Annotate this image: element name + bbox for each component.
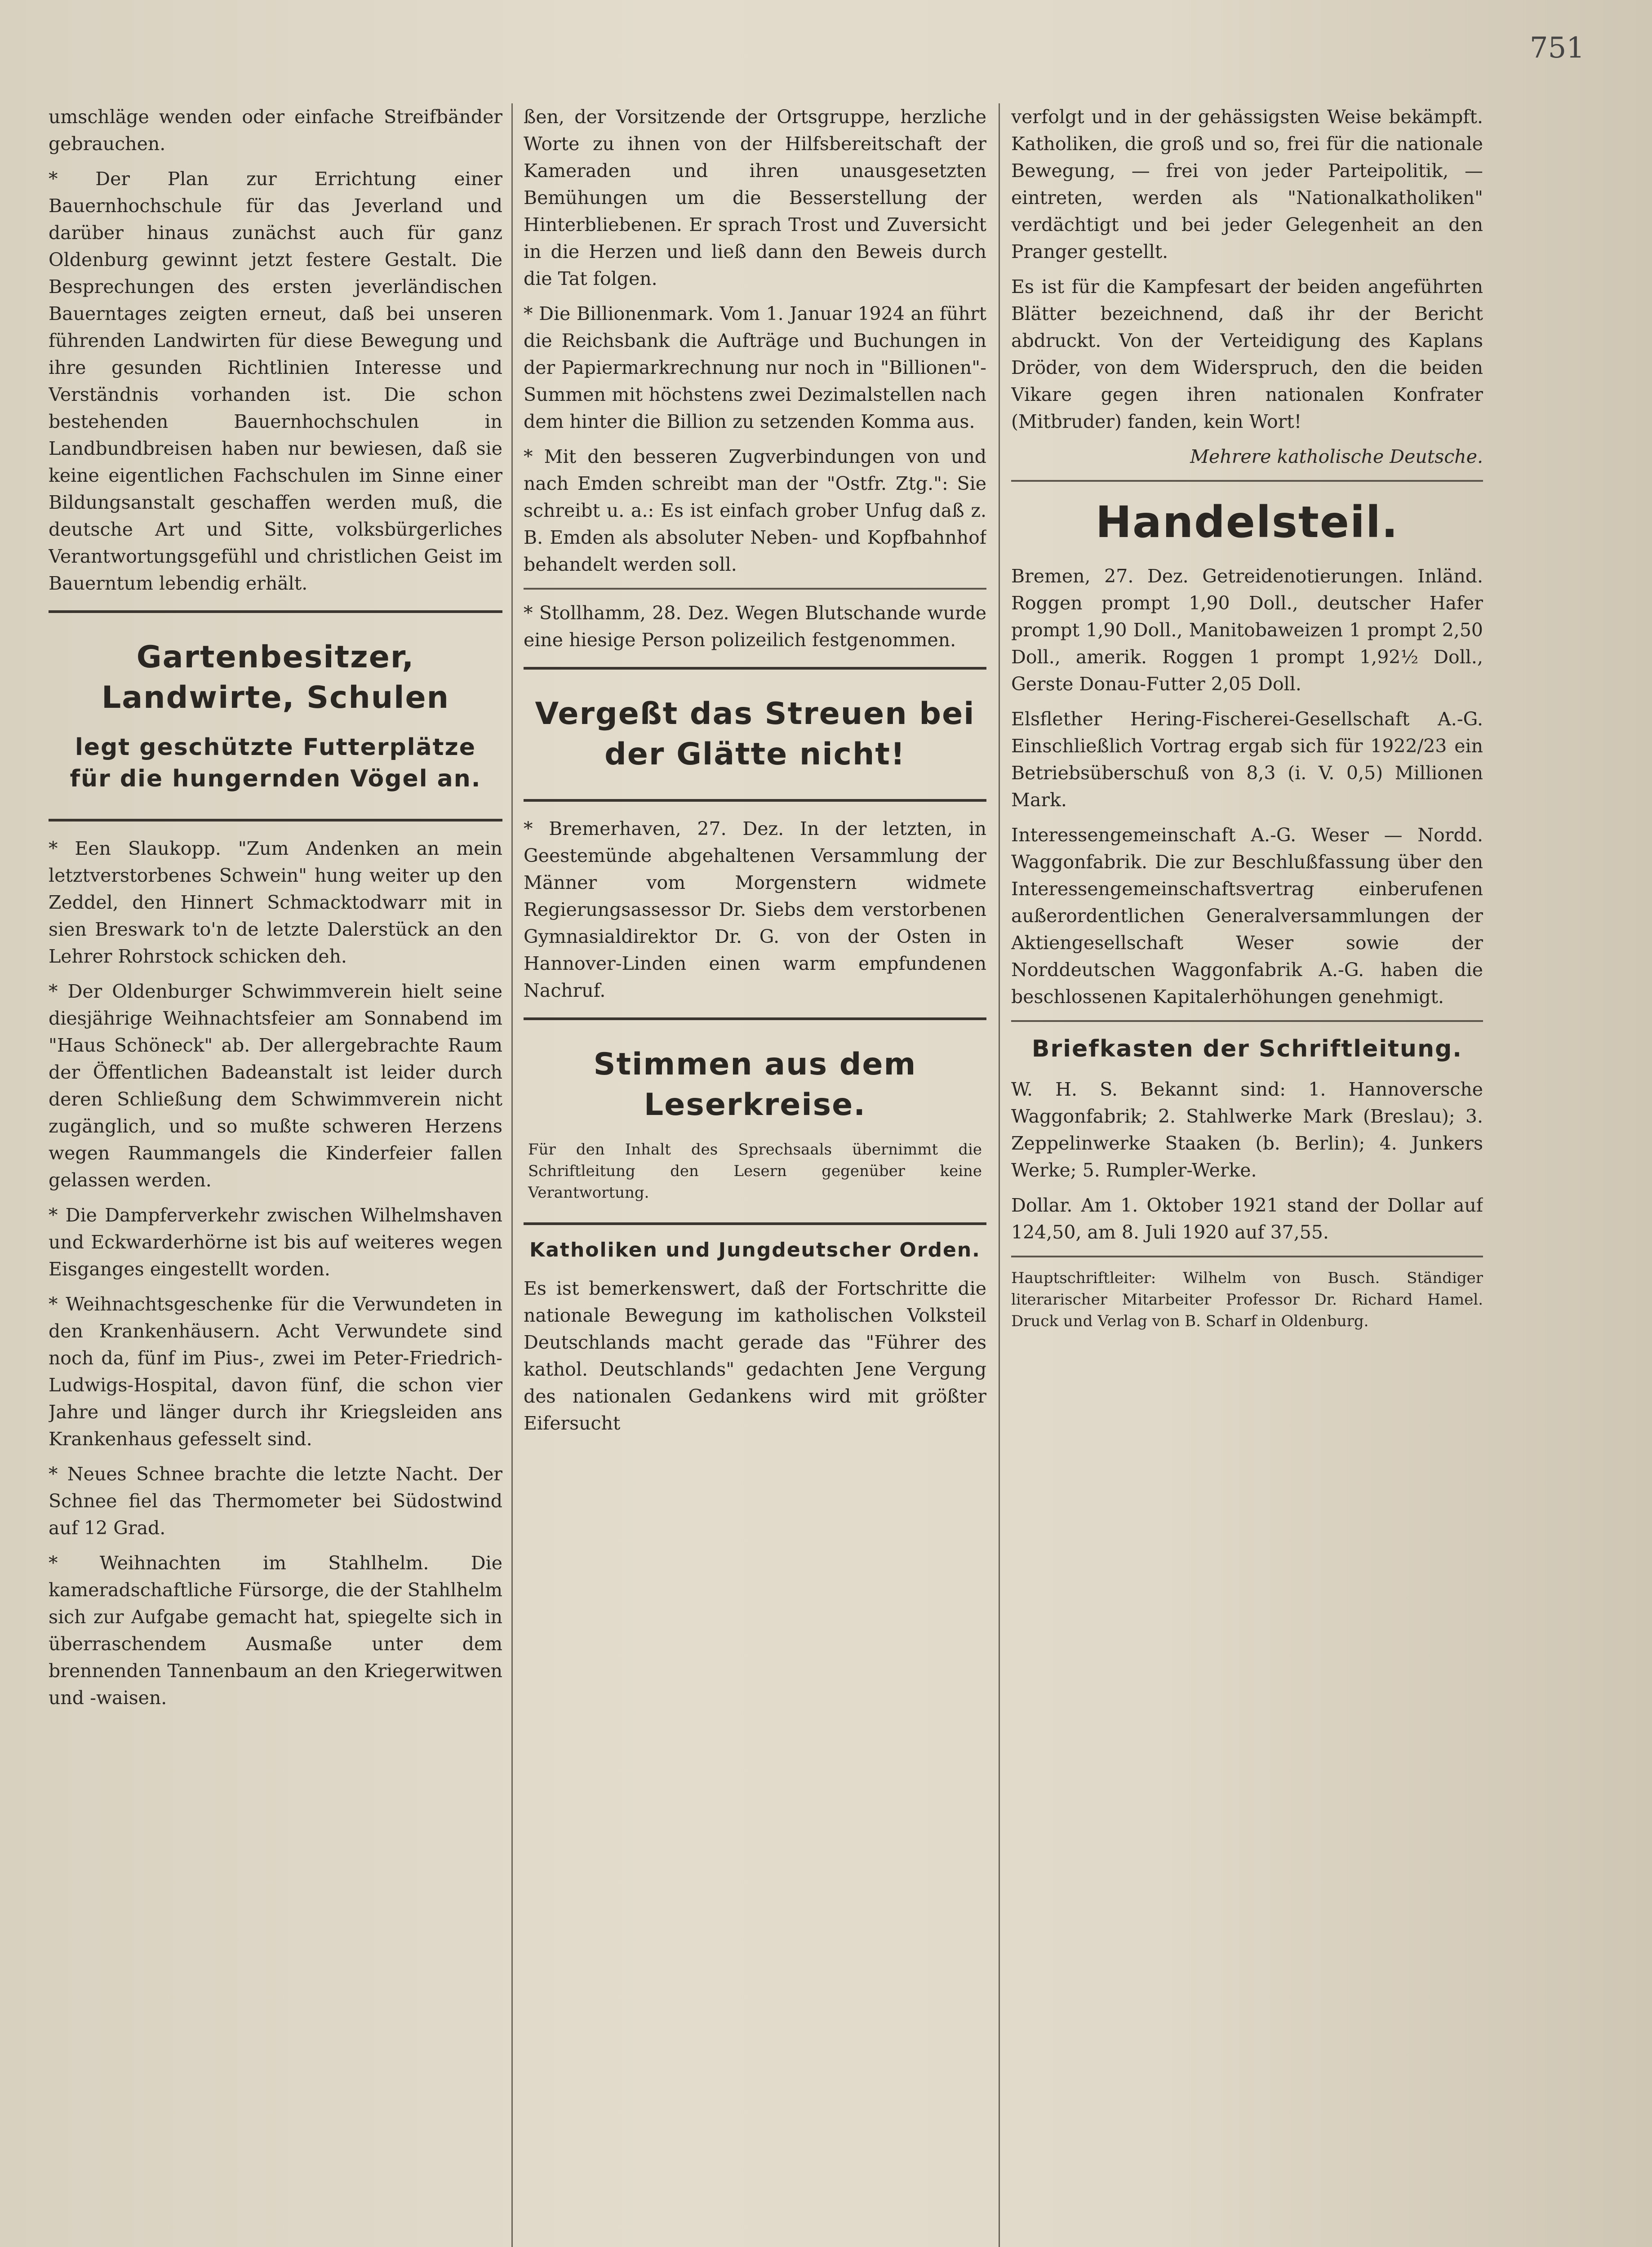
column-rule [511, 103, 513, 2247]
section-heading: Briefkasten der Schriftleitung. [1031, 1035, 1463, 1062]
article-heading: Katholiken und Jungdeutscher Orden. [529, 1239, 981, 1261]
article-text: * Die Dampferverkehr zwischen Wilhelmshaven und Eckwarderhörne ist bis auf weiteres wegen Eisganges eingestellt worden. [49, 1204, 502, 1280]
article-text: * Een Slaukopp. "Zum Andenken an mein letztverstorbenes Schwein" hung weiter up den Zeddel, den Hinnert Schmacktodwarr mit in sien Breswark to'n de letzte Dalerstück an den Lehrer Rohrstock schicken deh. [49, 838, 502, 967]
divider [1011, 1020, 1483, 1022]
page-number: 751 [1529, 31, 1585, 65]
article-text: * Bremerhaven, 27. Dez. In der letzten, in Geestemünde abgehaltenen Versammlung der Männer vom Morgenstern widmete Regierungsassessor Dr. Siebs dem verstorbenen Gymnasialdirektor Dr. G. von der Osten in Hannover-Linden einen warm empfundenen Nachruf. [524, 818, 986, 1001]
notice-heading: Vergeßt das Streuen bei der Glätte nicht! [535, 696, 975, 772]
disclaimer: Für den Inhalt des Sprechsaals übernimmt die Schriftleitung den Lesern gegenüber keine Verantwortung. [528, 1141, 982, 1202]
article-text: verfolgt und in der gehässigsten Weise bekämpft. Katholiken, die groß und so, frei für die nationale Bewegung, — frei von jeder Parteipolitik, — eintreten, werden als "Nationalkatholiken" verdächtigt und bei jeder Gelegenheit an den Pranger gestellt. [1011, 106, 1483, 262]
column-1 [49, 103, 502, 1719]
article-text: * Der Plan zur Errichtung einer Bauernhochschule für das Jeverland und darüber hinaus zunächst auch für ganz Oldenburg gewinnt jetzt festere Gestalt. Die Besprechungen des ersten jeverländischen Bauerntages zeigten erneut, daß bei unseren führenden Landwirten für diese Bewegung und ihre gesunden Richtlinien Interesse und Verständnis vorhanden ist. Die schon bestehenden Bauernhochschulen in Landbundbreisen haben nur bewiesen, daß sie keine eigentlichen Fachschulen im Sinne einer Bildungsanstalt geschaffen werden muß, die deutsche Art und Sitte, volksbürgerliches Verantwortungsgefühl und christlichen Geist im Bauerntum lebendig erhält. [49, 168, 502, 594]
article-text: Elsflether Hering-Fischerei-Gesellschaft A.-G. Einschließlich Vortrag ergab sich für 1922/23 ein Betriebsüberschuß von 8,3 (i. V. 0,5) Millionen Mark. [1011, 708, 1483, 811]
article-text: * Weihnachtsgeschenke für die Verwundeten in den Krankenhäusern. Acht Verwundete sind noch da, fünf im Pius-, zwei im Peter-Friedrich-Ludwigs-Hospital, davon fünf, die schon vier Jahre und länger durch ihr Kriegsleiden ans Krankenhaus gefesselt sind. [49, 1293, 502, 1450]
article-text: Interessengemeinschaft A.-G. Weser — Nordd. Waggonfabrik. Die zur Beschlußfassung über den Interessengemeinschaftsvertrag einberufenen außerordentlichen Generalversammlungen der Aktiengesellschaft Weser sowie der Norddeutschen Waggonfabrik A.-G. haben die beschlossenen Kapitalerhöhungen genehmigt. [1011, 824, 1483, 1008]
divider [1011, 480, 1483, 482]
section-box [524, 1017, 986, 1225]
notice-box [49, 610, 502, 822]
section-heading: Handelsteil. [1095, 497, 1399, 547]
article-text: * Weihnachten im Stahlhelm. Die kameradschaftliche Fürsorge, die der Stahlhelm sich zur Aufgabe gemacht hat, spiegelte sich in überraschendem Ausmaße unter dem brennenden Tannenbaum an den Kriegerwitwen und -waisen. [49, 1552, 502, 1709]
notice-subheading: legt geschützte Futterplätze für die hungernden Vögel an. [70, 734, 481, 792]
notice-box [524, 667, 986, 802]
imprint: Hauptschriftleiter: Wilhelm von Busch. Ständiger literarischer Mitarbeiter Professor Dr. Richard Hamel. Druck und Verlag von B. Scharf in Oldenburg. [1011, 1269, 1483, 1330]
article-text: W. H. S. Bekannt sind: 1. Hannoversche Waggonfabrik; 2. Stahlwerke Mark (Breslau); 3. Zeppelinwerke Staaken (b. Berlin); 4. Junkers Werke; 5. Rumpler-Werke. [1011, 1079, 1483, 1181]
article-text: * Mit den besseren Zugverbindungen von und nach Emden schreibt man der "Ostfr. Ztg.": Sie schreibt u. a.: Es ist einfach grober Unfug daß z. B. Emden als absoluter Neben- und Kopfbahnhof behandelt werden soll. [524, 446, 986, 575]
article-text: * Der Oldenburger Schwimmverein hielt seine diesjährige Weihnachtsfeier am Sonnabend im "Haus Schöneck" ab. Der allergebrachte Raum der Öffentlichen Badeanstalt ist leider durch deren Schließung dem Schwimmverein nicht zugänglich, und so mußte schweren Herzens wegen Raummangels die Kinderfeier fallen gelassen werden. [49, 981, 502, 1191]
column-3 [1011, 103, 1483, 1340]
column-rule [999, 103, 1000, 2247]
article-text: * Neues Schnee brachte die letzte Nacht. Der Schnee fiel das Thermometer bei Südostwind auf 12 Grad. [49, 1463, 502, 1539]
article-text: * Die Billionenmark. Vom 1. Januar 1924 an führt die Reichsbank die Aufträge und Buchungen in der Papiermarkrechnung nur noch in "Billionen"-Summen mit höchstens zwei Dezimalstellen nach dem hinter die Billion zu setzenden Komma aus. [524, 303, 986, 432]
section-heading: Stimmen aus dem Leserkreise. [593, 1047, 917, 1123]
article-text: ßen, der Vorsitzende der Ortsgruppe, herzliche Worte zu ihnen von der Hilfsbereitschaft der Kameraden und ihren unausgesetzten Bemühungen um die Besserstellung der Hinterbliebenen. Er sprach Trost und Zuversicht in die Herzen und ließ dann den Beweis durch die Tat folgen. [524, 106, 986, 289]
divider [1011, 1256, 1483, 1257]
column-2 [524, 103, 986, 1445]
divider [524, 588, 986, 590]
article-text: Dollar. Am 1. Oktober 1921 stand der Dollar auf 124,50, am 8. Juli 1920 auf 37,55. [1011, 1195, 1483, 1243]
article-text: Es ist bemerkenswert, daß der Fortschritte die nationale Bewegung im katholischen Volksteil Deutschlands macht gerade das "Führer des kathol. Deutschlands" gedachten Jene Vergung des nationalen Gedankens wird mit größter Eifersucht [524, 1278, 986, 1434]
article-signature: Mehrere katholische Deutsche. [1190, 446, 1483, 467]
article-text: Es ist für die Kampfesart der beiden angeführten Blätter bezeichnend, daß ihr der Bericht abdruckt. Von der Verteidigung des Kaplans Dröder, von dem Widerspruch, den die beiden Vikare gegen ihren nationalen Konfrater (Mitbruder) fanden, kein Wort! [1011, 276, 1483, 432]
article-text: umschläge wenden oder einfache Streifbänder gebrauchen. [49, 106, 502, 155]
article-text: * Stollhamm, 28. Dez. Wegen Blutschande wurde eine hiesige Person polizeilich festgenommen. [524, 602, 986, 651]
notice-heading: Gartenbesitzer, Landwirte, Schulen [101, 639, 450, 715]
article-text: Bremen, 27. Dez. Getreidenotierungen. Inländ. Roggen prompt 1,90 Doll., deutscher Hafer prompt 1,90 Doll., Manitobaweizen 1 prompt 2,50 Doll., amerik. Roggen 1 prompt 1,92½ Doll., Gerste Donau-Futter 2,05 Doll. [1011, 565, 1483, 695]
